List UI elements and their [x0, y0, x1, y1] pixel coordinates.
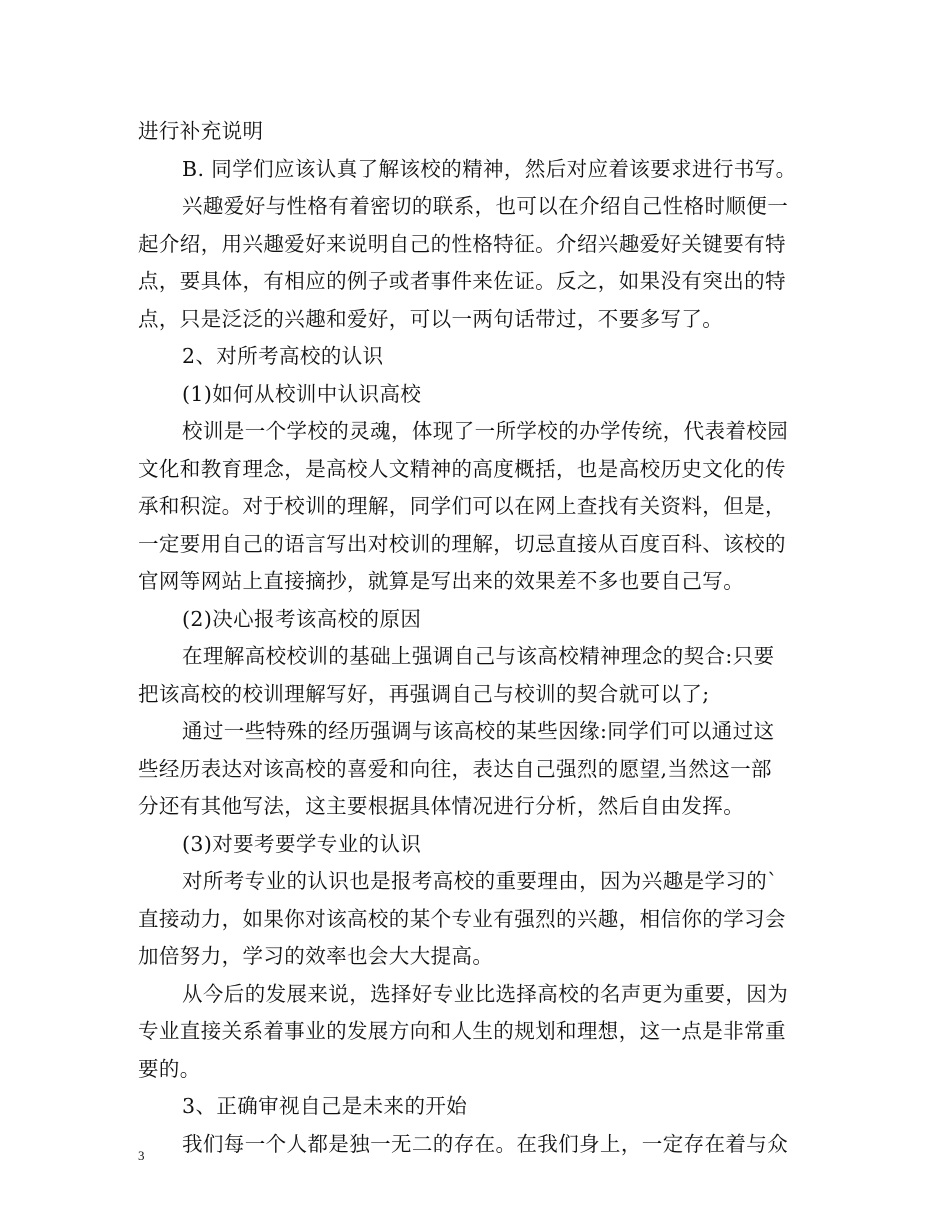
text-line: 我们每一个人都是独一无二的存在。在我们身上，一定存在着与众	[182, 1131, 789, 1156]
text-line: 在理解高校校训的基础上强调自己与该高校精神理念的契合:只要	[182, 644, 775, 668]
text-line: 点，要具体，有相应的例子或者事件来佐证。反之，如果没有突出的特	[138, 269, 786, 293]
page-number: 3	[138, 1148, 145, 1163]
text-line: 从今后的发展来说，选择好专业比选择高校的名声更为重要，因为	[182, 981, 789, 1006]
text-line: 一定要用自己的语言写出对校训的理解，切忌直接从百度百科、该校的	[138, 531, 786, 556]
text-line: 要的。	[138, 1056, 201, 1081]
text-line: 把该高校的校训理解写好，再强调自己与校训的契合就可以了;	[138, 681, 710, 706]
text-line: 进行补充说明	[138, 119, 264, 143]
text-line: 起介绍，用兴趣爱好来说明自己的性格特征。介绍兴趣爱好关键要有特	[138, 231, 786, 256]
text-line: 承和积淀。对于校训的理解，同学们可以在网上查找有关资料，但是，	[138, 494, 786, 518]
text-line: 些经历表达对该高校的喜爱和向往，表达自己强烈的愿望,当然这一部	[138, 756, 772, 781]
text-line: (3)对要考要学专业的认识	[182, 831, 422, 856]
text-line: 分还有其他写法，这主要根据具体情况进行分析，然后自由发挥。	[138, 794, 745, 818]
text-line: 直接动力，如果你对该高校的某个专业有强烈的兴趣，相信你的学习会	[138, 906, 786, 931]
document-body	[138, 113, 818, 1163]
text-line: 文化和教育理念，是高校人文精神的高度概括，也是高校历史文化的传	[138, 456, 786, 481]
text-line: 点，只是泛泛的兴趣和爱好，可以一两句话带过，不要多写了。	[138, 306, 724, 331]
text-line: B. 同学们应该认真了解该校的精神，然后对应着该要求进行书写。	[182, 156, 797, 181]
text-line: 通过一些特殊的经历强调与该高校的某些因缘:同学们可以通过这	[182, 719, 775, 743]
text-line: 3、正确审视自己是未来的开始	[182, 1094, 468, 1118]
text-line: 专业直接关系着事业的发展方向和人生的规划和理想，这一点是非常重	[138, 1019, 786, 1043]
text-line: (1)如何从校训中认识高校	[182, 381, 422, 406]
text-line: (2)决心报考该高校的原因	[182, 606, 422, 631]
text-line: 兴趣爱好与性格有着密切的联系，也可以在介绍自己性格时顺便一	[182, 194, 789, 218]
text-line: 2、对所考高校的认识	[182, 344, 384, 368]
text-line: 官网等网站上直接摘抄，就算是写出来的效果差不多也要自己写。	[138, 569, 745, 593]
text-line: 校训是一个学校的灵魂，体现了一所学校的办学传统，代表着校园	[182, 419, 789, 443]
text-line: 加倍努力，学习的效率也会大大提高。	[138, 944, 494, 968]
text-line: 对所考专业的认识也是报考高校的重要理由，因为兴趣是学习的`	[182, 869, 778, 893]
